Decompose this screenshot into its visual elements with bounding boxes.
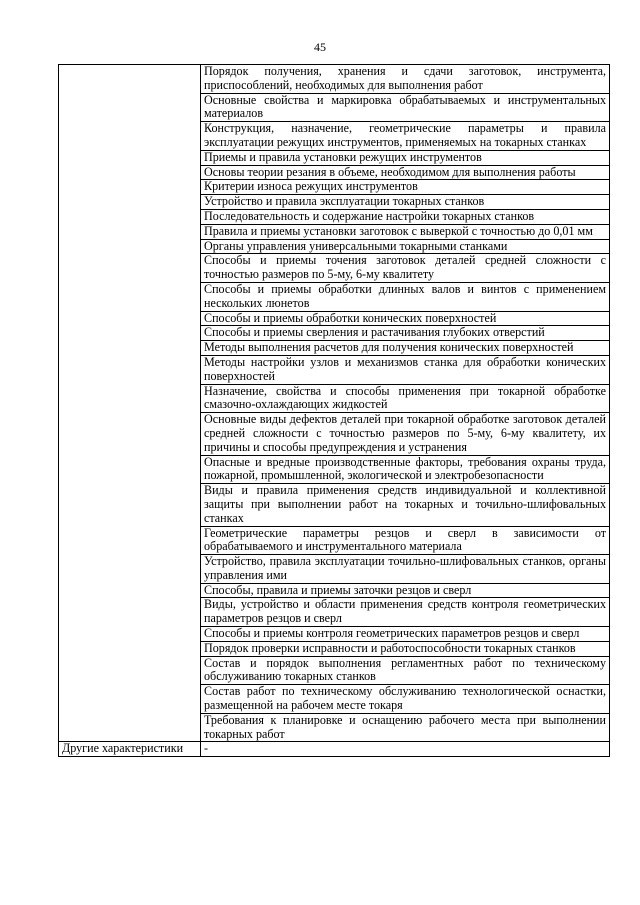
knowledge-item: Правила и приемы установки заготовок с выверкой с точностью до 0,01 мм — [201, 224, 610, 239]
knowledge-item: Порядок получения, хранения и сдачи заготовок, инструмента, приспособлений, необходимых для выполнения работ — [201, 65, 610, 94]
knowledge-item: Порядок проверки исправности и работоспособности токарных станков — [201, 641, 610, 656]
knowledge-item: Способы и приемы сверления и растачивания глубоких отверстий — [201, 326, 610, 341]
knowledge-item: Конструкция, назначение, геометрические параметры и правила эксплуатации режущих инструментов, применяемых на токарных станках — [201, 122, 610, 151]
knowledge-item: Основные свойства и маркировка обрабатываемых и инструментальных материалов — [201, 93, 610, 122]
knowledge-item: Методы выполнения расчетов для получения конических поверхностей — [201, 341, 610, 356]
other-characteristics-value: - — [201, 742, 610, 757]
knowledge-item: Способы и приемы обработки длинных валов и винтов с применением нескольких люнетов — [201, 282, 610, 311]
knowledge-item: Способы и приемы точения заготовок деталей средней сложности с точностью размеров по 5-му, 6-му квалитету — [201, 254, 610, 283]
knowledge-item: Критерии износа режущих инструментов — [201, 180, 610, 195]
knowledge-item: Последовательность и содержание настройки токарных станков — [201, 209, 610, 224]
knowledge-item: Устройство и правила эксплуатации токарных станков — [201, 195, 610, 210]
knowledge-item: Виды, устройство и области применения средств контроля геометрических параметров резцов и сверл — [201, 598, 610, 627]
knowledge-item: Способы и приемы контроля геометрических параметров резцов и сверл — [201, 627, 610, 642]
row-label-empty — [59, 65, 201, 742]
knowledge-table — [58, 64, 610, 757]
knowledge-item: Опасные и вредные производственные факторы, требования охраны труда, пожарной, промышленной, экологической и электробезопасности — [201, 455, 610, 484]
knowledge-item: Состав и порядок выполнения регламентных работ по техническому обслуживанию токарных станков — [201, 656, 610, 685]
knowledge-item: Способы и приемы обработки конических поверхностей — [201, 311, 610, 326]
knowledge-item: Устройство, правила эксплуатации точильно-шлифовальных станков, органы управления ими — [201, 555, 610, 584]
table-row — [59, 742, 610, 757]
knowledge-item: Органы управления универсальными токарными станками — [201, 239, 610, 254]
other-characteristics-label: Другие характеристики — [59, 742, 201, 757]
knowledge-item: Методы настройки узлов и механизмов станка для обработки конических поверхностей — [201, 355, 610, 384]
knowledge-item: Основы теории резания в объеме, необходимом для выполнения работы — [201, 165, 610, 180]
page-number: 45 — [314, 40, 326, 54]
knowledge-item: Состав работ по техническому обслуживанию технологической оснастки, размещенной на рабочем месте токаря — [201, 685, 610, 714]
knowledge-item: Геометрические параметры резцов и сверл в зависимости от обрабатываемого и инструментального материала — [201, 526, 610, 555]
knowledge-item: Требования к планировке и оснащению рабочего места при выполнении токарных работ — [201, 713, 610, 742]
knowledge-item: Способы, правила и приемы заточки резцов и сверл — [201, 583, 610, 598]
knowledge-item: Основные виды дефектов деталей при токарной обработке заготовок деталей средней сложности с точностью размеров по 5-му, 6-му квалитету, их причины и способы предупреждения и устранения — [201, 413, 610, 455]
table-row — [59, 65, 610, 94]
knowledge-item: Приемы и правила установки режущих инструментов — [201, 150, 610, 165]
knowledge-item: Назначение, свойства и способы применения при токарной обработке смазочно-охлаждающих жидкостей — [201, 384, 610, 413]
knowledge-item: Виды и правила применения средств индивидуальной и коллективной защиты при выполнении работ на токарных и точильно-шлифовальных станках — [201, 484, 610, 526]
